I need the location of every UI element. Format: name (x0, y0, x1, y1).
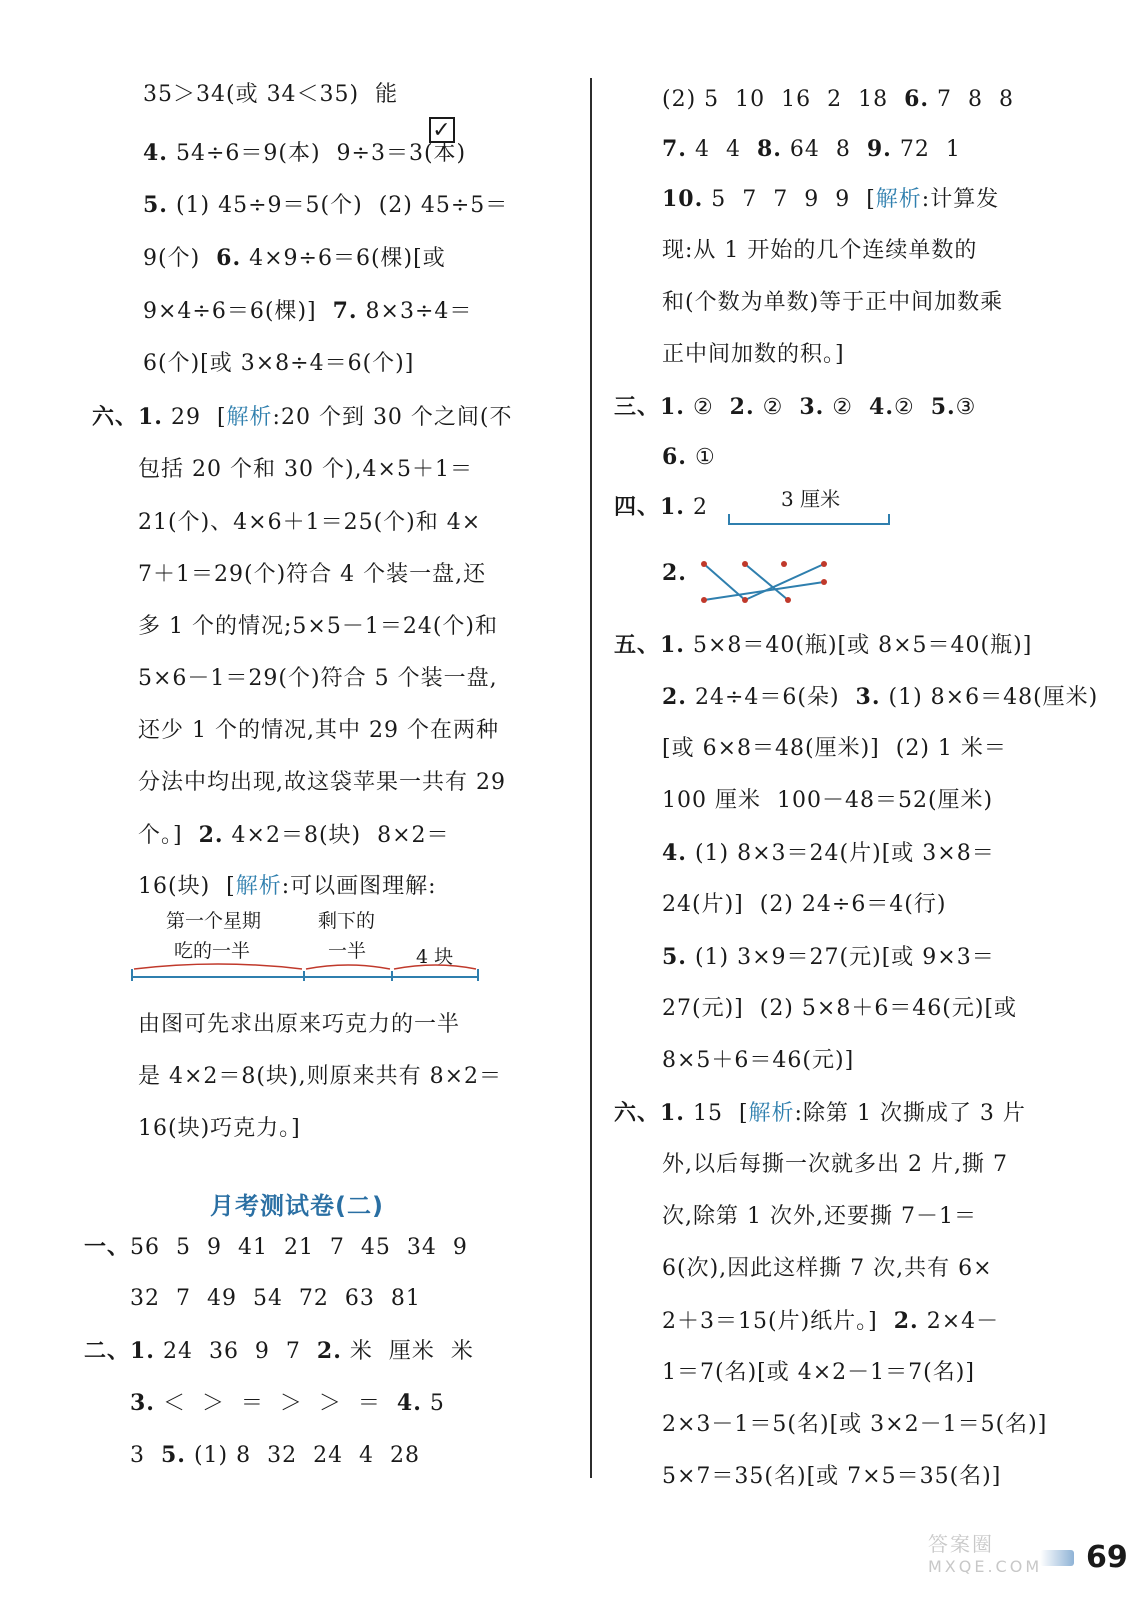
answer-text: 2＋3＝15(片)纸片。] (662, 1309, 894, 1334)
answer-text: 16(块)巧克力。] (138, 1116, 301, 1141)
question-number: 3. (130, 1390, 155, 1416)
right-line (662, 942, 995, 973)
right-line (614, 630, 1032, 661)
question-number: 9. (866, 136, 892, 162)
left-line (138, 1010, 460, 1040)
left-line (143, 190, 508, 221)
answer-text: 米 厘米 米 (341, 1339, 474, 1364)
answer-text: 5×6－1＝29(个)符合 5 个装一盘, (138, 666, 498, 691)
answer-text: (1) 8 32 24 4 28 (185, 1443, 421, 1468)
answer-text: ① (686, 445, 716, 470)
answer-text: (2) 5 10 16 2 18 (662, 87, 905, 112)
question-number: 2. (316, 1338, 342, 1364)
answer-text: 3 (130, 1443, 161, 1468)
answer-text: 5×8＝40(瓶)[或 8×5＝40(瓶)] (684, 633, 1033, 658)
analysis-label: 解析 (226, 405, 273, 430)
page-tab-decoration (1040, 1550, 1074, 1566)
right-line (662, 890, 946, 920)
answer-text: (1) 45÷9＝5(个) (2) 45÷5＝ (167, 193, 509, 218)
answer-text: ② (684, 395, 730, 420)
analysis-label: 解析 (748, 1101, 795, 1126)
question-number: 4. (396, 1390, 422, 1416)
column-divider (590, 78, 592, 1478)
answer-text: 4 4 (686, 137, 757, 162)
answer-text: 2 (684, 495, 708, 520)
answer-text: ＜ ＞ ＝ ＞ ＞ ＝ (154, 1391, 397, 1416)
question-number: 2. (893, 1308, 919, 1334)
ruler-diagram (725, 482, 895, 532)
left-line (138, 1114, 301, 1144)
watermark (928, 1528, 1042, 1576)
answer-text: 100 厘米 100－48＝52(厘米) (662, 788, 994, 813)
point-4 (821, 561, 827, 567)
page-number: 69 (1086, 1540, 1128, 1575)
left-line (143, 243, 446, 274)
right-line (662, 1462, 1001, 1492)
right-line (662, 442, 716, 473)
answer-text: :除第 1 次撕成了 3 片 (794, 1101, 1026, 1126)
question-number: 4. (143, 140, 168, 166)
left-line (138, 1062, 502, 1092)
right-line (662, 558, 687, 589)
point-6 (742, 597, 748, 603)
right-line (662, 1358, 975, 1388)
answer-text: 是 4×2＝8(块),则原来共有 8×2＝ (138, 1064, 502, 1089)
question-number: 7. (662, 136, 687, 162)
question-number: 2. (662, 560, 687, 586)
answer-text: 64 8 (781, 137, 867, 162)
left-line (138, 768, 506, 798)
check-mark-icon: ✓ (429, 117, 455, 143)
left-line (143, 296, 472, 327)
question-number: 3. (799, 394, 825, 420)
diagram-brace-first-half (134, 964, 302, 969)
right-line (662, 786, 993, 816)
question-number: 5. (930, 394, 956, 420)
right-line (662, 734, 1007, 764)
left-line (138, 508, 481, 538)
left-line (143, 349, 414, 379)
answer-text: 5×7＝35(名)[或 7×5＝35(名)] (662, 1464, 1002, 1489)
answer-text: 35＞34(或 34＜35) 能 (143, 82, 399, 107)
answer-text: ② (824, 395, 870, 420)
right-line (662, 1202, 977, 1232)
question-number: 4. (869, 394, 894, 420)
question-number: 4. (662, 840, 687, 866)
answer-text: 1＝7(名)[或 4×2－1＝7(名)] (662, 1360, 975, 1385)
answer-text: 29 [ (162, 405, 227, 430)
question-number: 三、1. (614, 394, 685, 420)
answer-text: 32 7 49 54 72 63 81 (130, 1286, 421, 1311)
answer-text: 还少 1 个的情况,其中 29 个在两种 (138, 718, 499, 743)
segment-c (704, 582, 824, 600)
question-number: 2. (729, 394, 755, 420)
right-line (614, 1098, 1026, 1129)
right-line (662, 288, 1003, 318)
right-line (662, 340, 845, 370)
right-line (662, 134, 961, 165)
answer-text: 6(个)[或 3×8÷4＝6(个)] (143, 351, 415, 376)
question-number: 10. (662, 186, 704, 212)
question-number: 5. (160, 1442, 186, 1468)
answer-text: 9×4÷6＝6(棵)] (143, 299, 333, 324)
question-number: 四、1. (614, 494, 685, 520)
question-number: 5. (143, 192, 168, 218)
answer-text: 16(块) [ (138, 874, 236, 899)
point-2 (742, 561, 748, 567)
diagram-brace-eaten-quarter (306, 965, 390, 969)
question-number: 7. (332, 298, 358, 324)
watermark-url: MXQE.COM (928, 1557, 1043, 1576)
right-line (662, 184, 999, 215)
check-box (413, 80, 455, 143)
segment-b (745, 564, 824, 600)
answer-text: 个。] (138, 823, 199, 848)
right-line (662, 1254, 993, 1284)
question-number: 6. (216, 245, 242, 271)
right-line (662, 682, 1098, 713)
question-number: 3. (855, 684, 881, 710)
right-line (662, 838, 995, 869)
answer-text: 次,除第 1 次外,还要撕 7－1＝ (662, 1204, 977, 1229)
answer-text: [或 6×8＝48(厘米)] (2) 1 米＝ (662, 736, 1007, 761)
segment-d (745, 564, 788, 600)
answer-text: :计算发 (921, 187, 1000, 212)
answer-text: 分法中均出现,故这袋苹果一共有 29 (138, 770, 506, 795)
answer-text: 24÷4＝6(朵) (686, 685, 856, 710)
answer-text: (1) 8×3＝24(片)[或 3×8＝ (686, 841, 995, 866)
left-line (138, 560, 486, 590)
diagram-label-four-pieces: 4 块 (416, 946, 454, 968)
left-line (138, 664, 498, 694)
answer-text: ② (893, 395, 931, 420)
left-line (130, 1388, 445, 1419)
answer-text: 4×9÷6＝6(棵)[或 (241, 246, 446, 271)
point-5 (701, 597, 707, 603)
question-number: 8. (756, 136, 782, 162)
answer-text: 包括 20 个和 30 个),4×5＋1＝ (138, 457, 473, 482)
points-lines-diagram (700, 556, 840, 606)
left-line (84, 1232, 468, 1263)
answer-text: 27(元)] (2) 5×8＋6＝46(元)[或 (662, 996, 1018, 1021)
left-line (138, 820, 450, 851)
answer-text: 54÷6＝9(本) 9÷3＝3(本) (167, 141, 467, 166)
ruler-line (729, 514, 889, 524)
right-line (662, 1150, 1008, 1180)
answer-text: 5 7 7 9 9 [ (703, 187, 876, 212)
answer-text: 24(片)] (2) 24÷6＝4(行) (662, 892, 947, 917)
answer-text: 4×2＝8(块) 8×2＝ (223, 823, 450, 848)
answer-text: 6(次),因此这样撕 7 次,共有 6× (662, 1256, 993, 1281)
right-line (614, 492, 708, 523)
right-line (662, 1410, 1047, 1440)
answer-text: (1) 8×6＝48(厘米) (880, 685, 1099, 710)
answer-text: :20 个到 30 个之间(不 (272, 405, 513, 430)
watermark-text: 答案圈 (928, 1532, 994, 1556)
left-line (138, 612, 498, 642)
answer-text: 由图可先求出原来巧克力的一半 (138, 1012, 461, 1037)
answer-text: 7＋1＝29(个)符合 4 个装一盘,还 (138, 562, 487, 587)
right-line (662, 1306, 999, 1337)
answer-text: 8×5＋6＝46(元)] (662, 1048, 855, 1073)
answer-text: 现:从 1 开始的几个连续单数的 (662, 238, 978, 263)
answer-text: 2×4－ (918, 1309, 1000, 1334)
answer-text: 56 5 9 41 21 7 45 34 9 (130, 1235, 468, 1260)
answer-text: 9(个) (143, 246, 217, 271)
ruler-label: 3 厘米 (781, 487, 841, 511)
analysis-label: 解析 (235, 874, 282, 899)
question-number: 6. (662, 444, 687, 470)
diagram-label-first-week: 第一个星期 (166, 910, 262, 932)
answer-text: 21(个)、4×6＋1＝25(个)和 4× (138, 510, 482, 535)
left-line (143, 80, 398, 110)
answer-text: 72 1 (891, 137, 961, 162)
question-number: 2. (198, 822, 224, 848)
left-line (84, 1336, 474, 1367)
right-line (662, 1046, 854, 1076)
answer-text: (1) 3×9＝27(元)[或 9×3＝ (686, 945, 995, 970)
point-1 (701, 561, 707, 567)
answer-text: 8×3÷4＝ (357, 299, 473, 324)
question-number: 一、 (84, 1234, 131, 1260)
left-line (130, 1284, 421, 1314)
left-line (138, 872, 437, 902)
answer-text: 和(个数为单数)等于正中间加数乘 (662, 290, 1004, 315)
chocolate-diagram (128, 905, 488, 985)
question-number: 二、1. (84, 1338, 155, 1364)
point-3 (781, 561, 787, 567)
answer-text: ③ (955, 395, 977, 420)
right-line (614, 392, 976, 423)
point-7 (785, 597, 791, 603)
answer-text: ② (754, 395, 800, 420)
right-line (662, 236, 977, 266)
answer-text: 24 36 9 7 (154, 1339, 317, 1364)
question-number: 5. (662, 944, 687, 970)
question-number: 2. (662, 684, 687, 710)
diagram-label-remaining: 剩下的 (318, 910, 376, 932)
question-number: 六、1. (614, 1100, 685, 1126)
left-line (138, 455, 473, 485)
left-line (92, 402, 513, 433)
answer-text: 5 (421, 1391, 445, 1416)
diagram-label-eaten-half: 吃的一半 (174, 940, 251, 962)
answer-text: 15 [ (684, 1101, 749, 1126)
answer-text: :可以画图理解: (281, 874, 437, 899)
diagram-label-half: 一半 (328, 940, 367, 962)
answer-text: 2×3－1＝5(名)[或 3×2－1＝5(名)] (662, 1412, 1048, 1437)
answer-text: 多 1 个的情况;5×5－1＝24(个)和 (138, 614, 498, 639)
question-number: 六、1. (92, 404, 163, 430)
right-line (662, 994, 1017, 1024)
answer-text: 7 8 8 (929, 87, 1015, 112)
question-number: 6. (904, 86, 930, 112)
left-line (130, 1440, 420, 1471)
right-line (662, 84, 1014, 115)
analysis-label: 解析 (875, 187, 922, 212)
point-8 (821, 579, 827, 585)
question-number: 五、1. (614, 632, 685, 658)
answer-text: 正中间加数的积。] (662, 342, 845, 367)
answer-text: 外,以后每撕一次就多出 2 片,撕 7 (662, 1152, 1008, 1177)
section-title: 月考测试卷(二) (210, 1192, 384, 1220)
left-line (138, 716, 499, 746)
